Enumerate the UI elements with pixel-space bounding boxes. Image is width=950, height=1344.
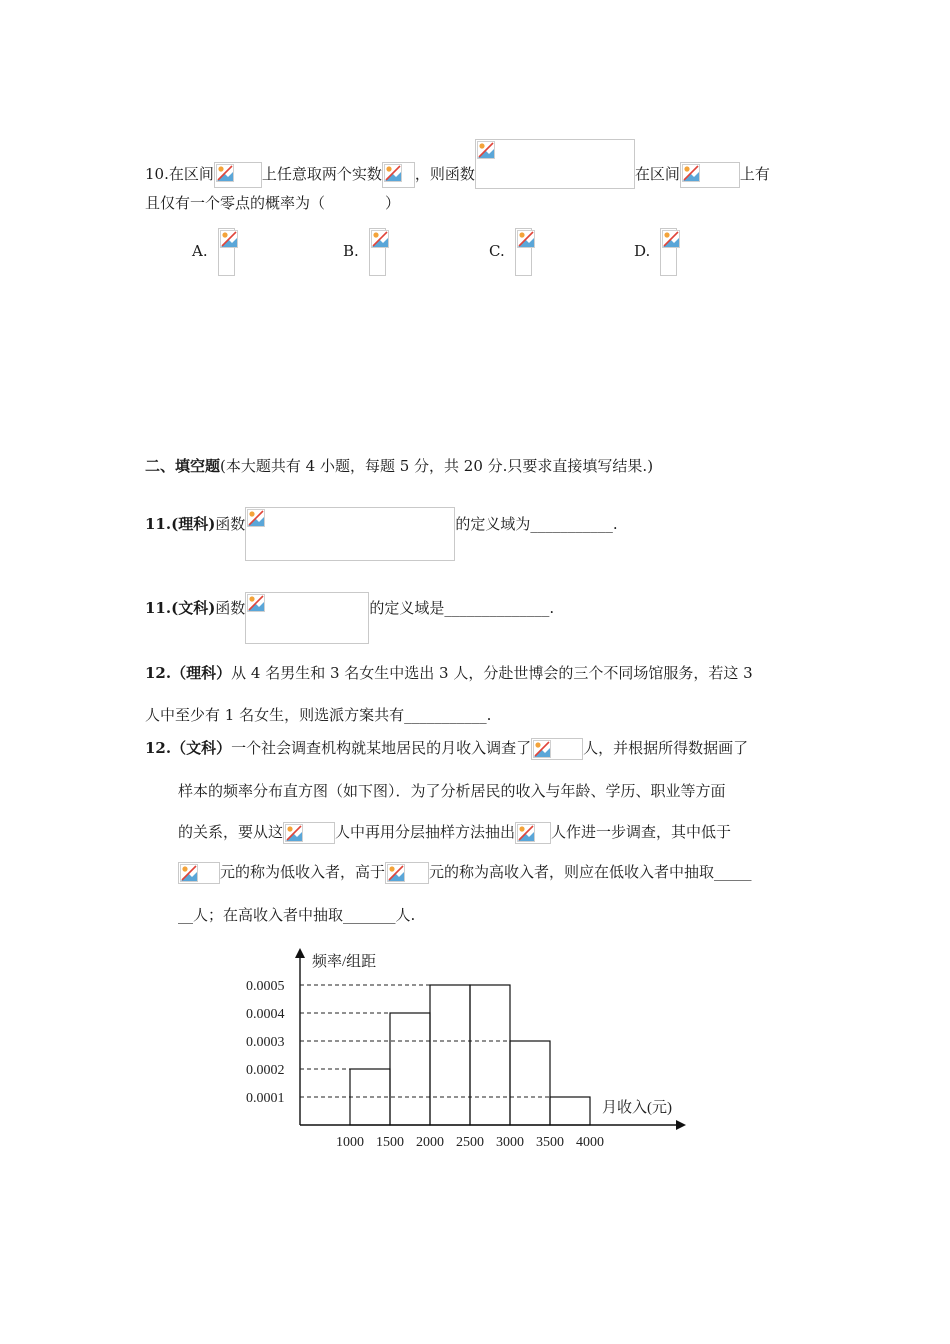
y-axis-arrow — [295, 948, 305, 958]
q10-line2: 且仅有一个零点的概率为（ ） — [145, 194, 401, 212]
q12-science-blank: ___________ — [404, 706, 487, 724]
q11-science-text2: 的定义域为 — [455, 515, 531, 533]
q12-arts-l1a: 一个社会调查机构就某地居民的月收入调查了 — [231, 739, 532, 757]
q10-text-5: 上有 — [739, 165, 770, 183]
option-d-image — [660, 228, 677, 276]
y-tick-label: 0.0005 — [246, 979, 285, 994]
q12-arts-l4-blank: _____ — [714, 863, 752, 881]
option-c-image — [515, 228, 532, 276]
x-axis-label: 月收入(元) — [602, 1100, 672, 1116]
q12-science-end: . — [486, 706, 492, 724]
y-axis-label: 频率/组距 — [312, 954, 377, 970]
x-tick-label: 1000 — [336, 1135, 364, 1150]
x-tick-label: 3500 — [536, 1135, 564, 1150]
section-heading — [145, 456, 653, 476]
q12-arts-line2: 样本的频率分布直方图（如下图）．为了分析居民的收入与年龄、学历、职业等方面 — [178, 782, 726, 800]
x-tick-label: 2000 — [416, 1135, 444, 1150]
q11-science-num: 11.(理科) — [145, 515, 216, 533]
option-b-image — [369, 228, 386, 276]
broken-image-icon — [477, 141, 495, 159]
q11-science — [145, 507, 618, 561]
broken-image-icon — [517, 230, 535, 248]
x-tick-label: 1500 — [376, 1135, 404, 1150]
y-tick-label: 0.0003 — [246, 1035, 285, 1050]
q12-science-line2 — [145, 705, 491, 725]
q11-science-end: . — [612, 515, 618, 533]
broken-image-icon — [216, 164, 234, 182]
q10-text-4: 在区间 — [634, 165, 680, 183]
section-note: (本大题共有 4 小题，每题 5 分，共 20 分.只要求直接填写结果.) — [220, 457, 654, 475]
q10-line1 — [145, 139, 770, 189]
histogram-bar — [550, 1097, 590, 1125]
q12-arts-l5a: __人；在高收入者中抽取 — [178, 906, 344, 924]
q12-science-text2: 人中至少有 1 名女生，则选派方案共有 — [145, 706, 405, 724]
sample-size-image — [531, 738, 583, 760]
sample-count-image — [515, 822, 551, 844]
q12-arts-num: 12.（文科） — [145, 739, 232, 757]
option-b-label: B. — [343, 242, 359, 260]
real-numbers-image — [382, 162, 415, 188]
y-tick-label: 0.0001 — [246, 1091, 285, 1106]
low-income-threshold-image — [178, 862, 220, 884]
q12-arts-l3c: 人作进一步调查，其中低于 — [551, 823, 732, 841]
broken-image-icon — [247, 509, 265, 527]
x-tick-label: 3000 — [496, 1135, 524, 1150]
histogram-bar — [390, 1013, 430, 1125]
histogram-bar — [470, 985, 510, 1125]
q12-arts-l1b: 人，并根据所得数据画了 — [583, 739, 749, 757]
option-c-label: C. — [489, 242, 505, 260]
q12-arts-line5 — [178, 905, 415, 925]
broken-image-icon — [517, 824, 535, 842]
q12-arts-l3a: 的关系，要从这 — [178, 823, 284, 841]
interval-image — [214, 162, 262, 188]
broken-image-icon — [220, 230, 238, 248]
q11-arts-blank: ______________ — [444, 599, 550, 617]
q12-science-num: 12.（理科） — [145, 664, 232, 682]
histogram-bar — [430, 985, 470, 1125]
q12-arts-l4b: 元的称为高收入者，则应在低收入者中抽取 — [429, 863, 715, 881]
q11-arts-end: . — [549, 599, 555, 617]
q10-text-2: 上任意取两个实数 — [261, 165, 382, 183]
broken-image-icon — [387, 864, 405, 882]
q12-arts-l4a: 元的称为低收入者，高于 — [220, 863, 386, 881]
broken-image-icon — [371, 230, 389, 248]
q10-text-3: ，则函数 — [414, 165, 475, 183]
function-image — [475, 139, 635, 189]
q12-arts-l5b: 人. — [395, 906, 416, 924]
broken-image-icon — [180, 864, 198, 882]
x-tick-label: 2500 — [456, 1135, 484, 1150]
q12-arts-line1 — [145, 738, 748, 760]
broken-image-icon — [384, 164, 402, 182]
q12-science-line1 — [145, 663, 753, 683]
broken-image-icon — [533, 740, 551, 758]
q12-arts-l3b: 人中再用分层抽样方法抽出 — [335, 823, 516, 841]
x-tick-label: 4000 — [576, 1135, 604, 1150]
q12-arts-l5-blank: _______ — [343, 906, 396, 924]
q11-science-blank: ___________ — [530, 515, 613, 533]
q11-science-function-image — [245, 507, 455, 561]
q11-arts — [145, 592, 554, 644]
population-image — [283, 822, 335, 844]
q11-arts-function-image — [245, 592, 369, 644]
broken-image-icon — [247, 594, 265, 612]
q11-arts-text1: 函数 — [215, 599, 246, 617]
q12-arts-line3 — [178, 822, 731, 844]
q12-arts-line4 — [178, 862, 752, 884]
q11-arts-text2: 的定义域是 — [369, 599, 445, 617]
histogram-bar — [510, 1041, 550, 1125]
option-a-image — [218, 228, 235, 276]
option-a-label: A. — [192, 242, 208, 260]
section-title: 二、填空题 — [145, 457, 221, 475]
q12-science-text1: 从 4 名男生和 3 名女生中选出 3 人，分赴世博会的三个不同场馆服务，若这 3 — [231, 664, 753, 682]
x-axis-arrow — [676, 1120, 686, 1130]
q11-science-text1: 函数 — [215, 515, 246, 533]
option-d-label: D. — [634, 242, 651, 260]
q11-arts-num: 11.(文科) — [145, 599, 216, 617]
frequency-histogram — [240, 940, 700, 1155]
y-tick-label: 0.0004 — [246, 1007, 285, 1022]
q10-text-1: 10.在区间 — [145, 165, 214, 183]
interval-image-2 — [680, 162, 740, 188]
high-income-threshold-image — [385, 862, 429, 884]
broken-image-icon — [662, 230, 680, 248]
broken-image-icon — [682, 164, 700, 182]
broken-image-icon — [285, 824, 303, 842]
y-tick-label: 0.0002 — [246, 1063, 285, 1078]
